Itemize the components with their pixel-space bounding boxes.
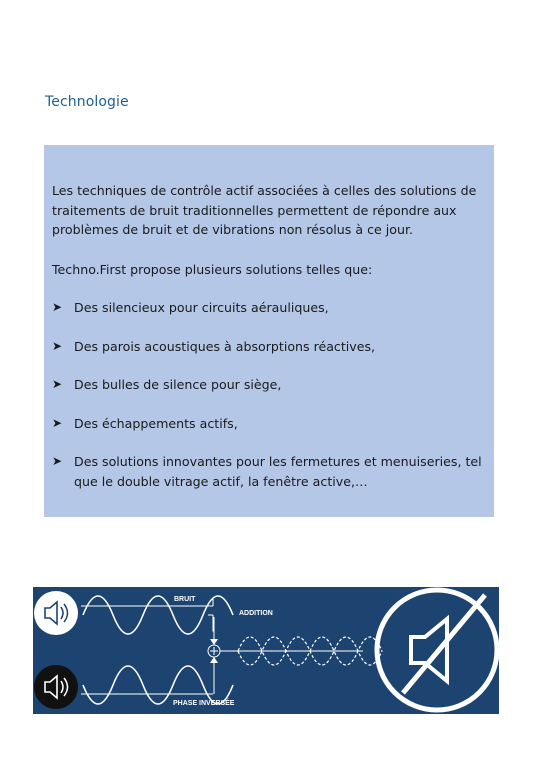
- list-item-text: Des bulles de silence pour siège,: [74, 377, 282, 392]
- speaker-inverted-icon: [34, 665, 78, 709]
- lead-paragraph: Techno.First propose plusieurs solutions telles que:: [52, 262, 373, 277]
- info-box: [44, 145, 494, 517]
- intro-paragraph: Les techniques de contrôle actif associées à celles des solutions de traitements de bruit traditionnelles permettent de répondre aux problèmes de bruit et de vibrations non résolus à ce jour.: [52, 183, 477, 237]
- speaker-icon: [34, 591, 78, 635]
- list-item-text: Des échappements actifs,: [74, 416, 238, 431]
- inverted-wave: [83, 666, 233, 704]
- label-inverted-phase: PHASE INVERSÉE: [173, 700, 235, 707]
- muted-speaker-icon: [377, 590, 497, 710]
- arrowhead-bullet-icon: ➤: [52, 377, 63, 391]
- noise-cancellation-illustration: [33, 587, 499, 714]
- plus-icon: [208, 645, 220, 657]
- section-title: Technologie: [45, 94, 129, 110]
- label-noise: BRUIT: [174, 596, 196, 603]
- arrowhead-bullet-icon: ➤: [52, 300, 63, 314]
- label-addition: ADDITION: [239, 610, 273, 617]
- arrowhead-bullet-icon: ➤: [52, 339, 63, 353]
- list-item-text: Des parois acoustiques à absorptions réactives,: [74, 339, 376, 354]
- arrowhead-bullet-icon: ➤: [52, 416, 63, 430]
- arrowhead-bullet-icon: ➤: [52, 454, 63, 468]
- list-item-text: Des silencieux pour circuits aérauliques,: [74, 300, 329, 315]
- list-item-text: Des solutions innovantes pour les fermetures et menuiseries, tel que le double vitrage actif, la fenêtre active,…: [74, 454, 482, 489]
